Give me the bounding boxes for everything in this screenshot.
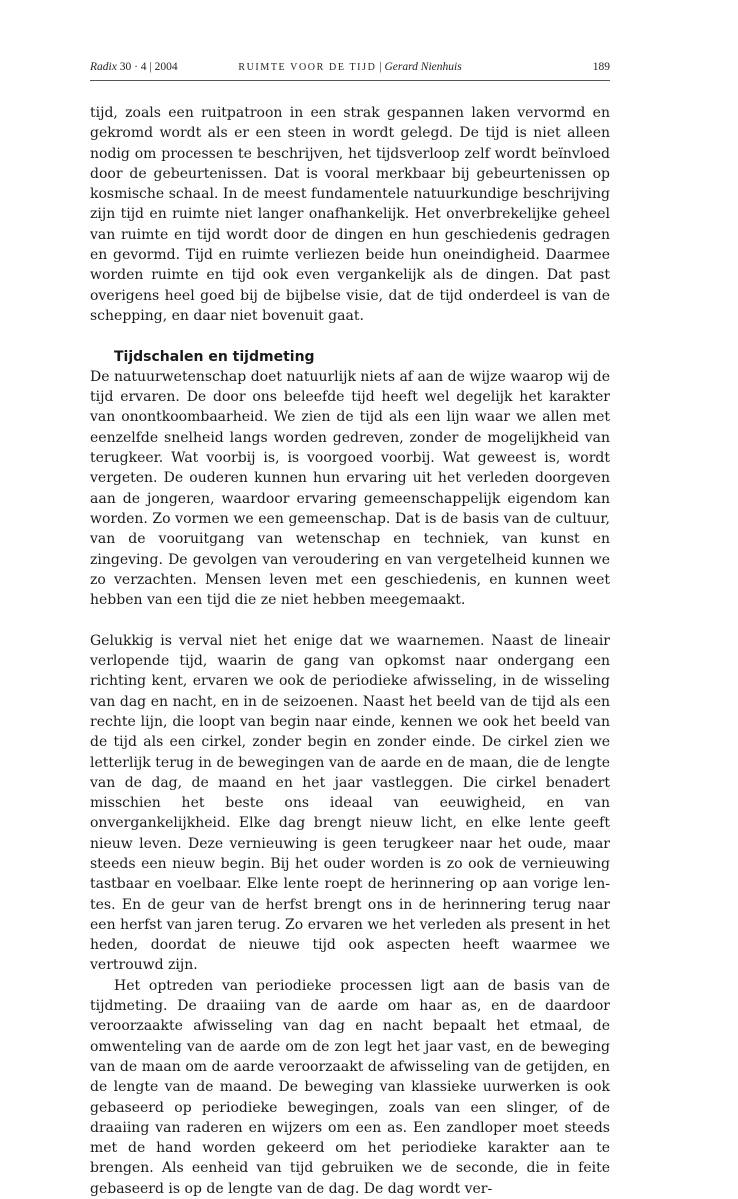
paragraph: Het optreden van periodieke processen ligt aan de basis van de tijdmeting. De draaiing van de aarde om haar as, en de daardoor veroorzaakte afwisseling van dag en nacht bepaalt het etmaal, de omwenteling van de aarde om de zon legt het jaar vast, en de beweging van de maan om de aarde veroorzaakt de afwisseling van de getijden, en de lengte van de maand. De beweging van klassieke uurwerken is ook gebaseerd op periodieke bewegingen, zoals van een slinger, of de draaiing van raderen en wijzers om een as. Een zandloper moet steeds met de hand worden gekeerd om het periodieke karakter aan te brengen. Als eenheid van tijd gebruiken we de seconde, die in feite gebaseerd is op de lengte van de dag. De dag wordt ver- xyxy=(90,977,610,1197)
paragraph: tijd, zoals een ruitpatroon in een strak gespannen laken vervormd en gekromd wordt als er een steen in wordt gelegd. De tijd is niet alleen nodig om processen te beschrijven, het tijdsverloop zelf wordt beïnvloed door de gebeurtenissen. Dat is vooral merkbaar bij gebeurtenissen op kosmische schaal. In de meest fundamentele natuurkundige beschrijving zijn tijd en ruimte niet langer onafhankelijk. Het onverbrekelijke geheel van ruimte en tijd wordt door de dingen en hun geschiedenis gedragen en gevormd. Tijd en ruimte verliezen beide hun oneindigheid. Daarmee worden ruimte en tijd ook even vergankelijk als de dingen. Dat past overigens heel goed bij de bijbelse visie, dat de tijd onderdeel is van de schepping, en daar niet bovenuit gaat. xyxy=(90,105,610,324)
journal-issue: 30 · 4 | 2004 xyxy=(119,61,178,73)
section-heading: Tijdschalen en tijdmeting xyxy=(114,348,315,365)
page-number: 189 xyxy=(592,61,610,73)
article-body xyxy=(90,103,610,1199)
header-rule xyxy=(90,80,610,81)
article-info xyxy=(90,61,610,73)
header-separator: | xyxy=(379,61,382,73)
section-title: RUIMTE VOOR DE TIJD xyxy=(238,62,377,73)
journal-name: Radix xyxy=(90,61,117,73)
paragraph: De natuurwetenschap doet natuurlijk niets af aan de wijze waarop wij de tijd ervaren. De door ons beleefde tijd heeft wel degelijk het karakter van onontkoombaarheid. We zien de tijd als een lijn waar we allen met eenzelfde snelheid langs worden gedreven, zonder de mogelijkheid van terugkeer. Wat voorbij is, is voorgoed voorbij. Wat geweest is, wordt vergeten. De ouderen kunnen hun ervaring uit het verleden doorgeven aan de jongeren, waardoor ervaring gemeenschappelijk eigendom kan worden. Zo vormen we een gemeenschap. Dat is de basis van de cultuur, van de vooruitgang van wetenschap en techniek, van kunst en zingeving. De gevolgen van veroudering en van vergetelheid kunnen we zo verzachten. Mensen leven met een geschiedenis, en kunnen weet hebben van een tijd die ze niet hebben meegemaakt. xyxy=(90,368,610,609)
paragraph-spacer xyxy=(90,326,610,346)
author-name: Gerard Nienhuis xyxy=(384,61,462,73)
paragraph: Gelukkig is verval niet het enige dat we waarnemen. Naast de lineair verlopende tijd, waarin de gang van opkomst naar ondergang een richting kent, ervaren we ook de periodieke afwisseling, in de wisseling van dag en nacht, en in de seizoenen. Naast het beeld van de tijd als een rechte lijn, die loopt van begin naar einde, kennen we ook het beeld van de tijd als een cirkel, zonder begin en zonder einde. De cirkel zien we letterlijk terug in de bewegingen van de aarde en de maan, die de lengte van de dag, de maand en het jaar vastleggen. Die cirkel benadert misschien het beste ons ideaal van eeuwigheid, en van onvergankelijkheid. Elke dag brengt nieuw licht, en elke lente geeft nieuw leven. Deze vernieuwing is geen terugkeer naar het oude, maar steeds een nieuw begin. Bij het ouder worden is zo ook de vernieuwing tastbaar en voelbaar. Elke lente roept de herinnering op aan vorige lentes. En de geur van de herfst brengt ons in de herinnering terug naar een herfst van jaren terug. Zo ervaren we het verleden als present in het heden, doordat de nieuwe tijd ook aspecten heeft waarmee we vertrouwd zijn. xyxy=(90,632,610,974)
paragraph-spacer xyxy=(90,610,610,630)
running-header xyxy=(90,61,610,79)
